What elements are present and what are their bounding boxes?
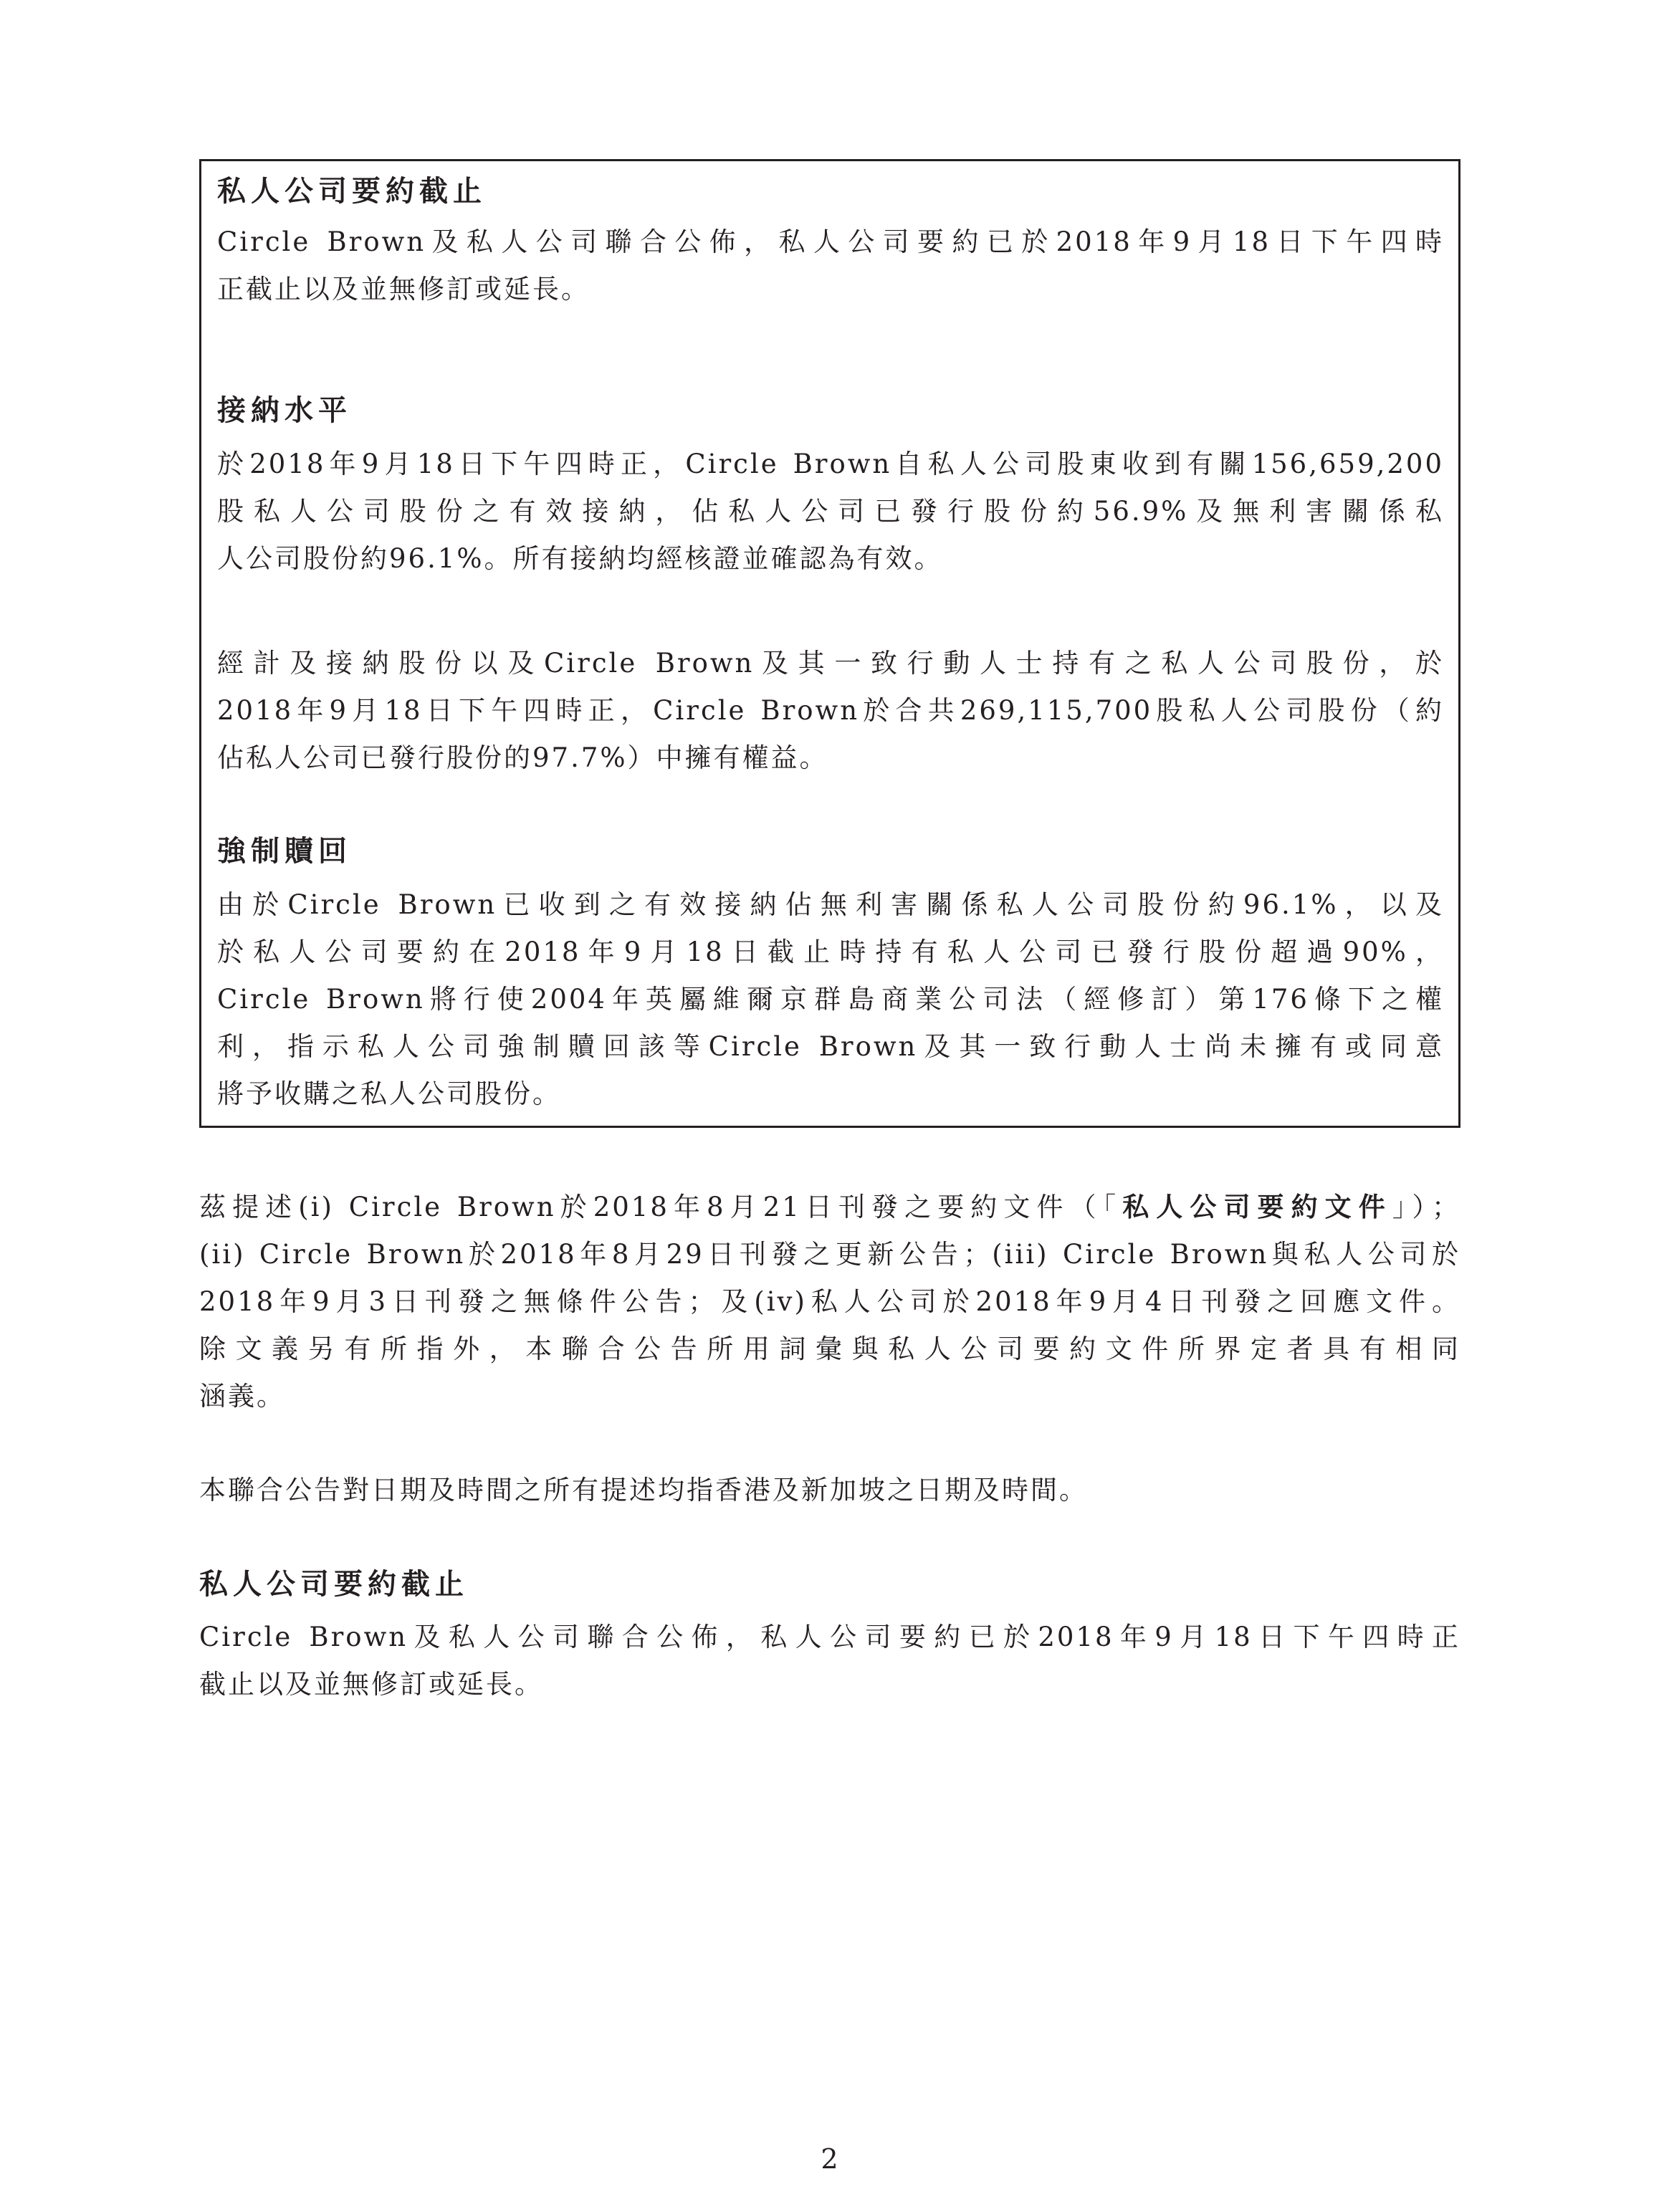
acceptance-paragraph-1 — [217, 441, 1444, 583]
reference-text: 」）； — [1392, 1192, 1461, 1222]
text-line: 2018年9月18日下午四時正，Circle Brown於合共269,115,700股私人公司股份（約 — [217, 695, 1444, 726]
compulsory-redemption-paragraph — [217, 881, 1444, 1118]
defined-term: 私人公司要約文件 — [1122, 1192, 1392, 1222]
text-line: 由於Circle Brown已收到之有效接納佔無利害關係私人公司股份約96.1%，以及 — [217, 889, 1444, 920]
time-note-paragraph — [199, 1467, 1460, 1514]
section-heading-offer-closing: 私人公司要約截止 — [217, 175, 487, 208]
text-line: Circle Brown及私人公司聯合公佈，私人公司要約已於2018年9月18日下午四時正 — [199, 1622, 1460, 1652]
text-line: 除文義另有所指外，本聯合公告所用詞彙與私人公司要約文件所界定者具有相同 — [199, 1334, 1460, 1364]
text-line: 本聯合公告對日期及時間之所有提述均指香港及新加坡之日期及時間。 — [199, 1475, 1088, 1505]
reference-text: 茲提述(i) Circle Brown於2018年8月21日刊發之要約文件（「 — [199, 1192, 1123, 1222]
references-paragraph — [199, 1184, 1460, 1420]
text-line: (ii) Circle Brown於2018年8月29日刊發之更新公告；(iii) Circle Brown與私人公司於 — [199, 1239, 1460, 1270]
page-number: 2 — [821, 2143, 838, 2175]
offer-closing-paragraph — [217, 219, 1444, 313]
closing-paragraph — [199, 1614, 1460, 1708]
acceptance-paragraph-2 — [217, 640, 1444, 782]
text-line: 經計及接納股份以及Circle Brown及其一致行動人士持有之私人公司股份，於 — [217, 648, 1444, 679]
text-line: Circle Brown將行使2004年英屬維爾京群島商業公司法（經修訂）第176條下之權 — [217, 984, 1444, 1015]
text-line: 人公司股份約96.1%。所有接納均經核證並確認為有效。 — [217, 543, 943, 574]
text-line: 將予收購之私人公司股份。 — [217, 1078, 561, 1109]
text-line: 2018年9月3日刊發之無條件公告；及(iv)私人公司於2018年9月4日刊發之回應文件。 — [199, 1286, 1460, 1317]
text-line: 股私人公司股份之有效接納，佔私人公司已發行股份約56.9%及無利害關係私 — [217, 496, 1444, 527]
text-line: 涵義。 — [199, 1381, 285, 1412]
text-line: 佔私人公司已發行股份的97.7%）中擁有權益。 — [217, 742, 828, 773]
closing-heading: 私人公司要約截止 — [199, 1568, 469, 1601]
text-line: 利，指示私人公司強制贖回該等Circle Brown及其一致行動人士尚未擁有或同意 — [217, 1031, 1444, 1062]
text-line: Circle Brown及私人公司聯合公佈，私人公司要約已於2018年9月18日下午四時 — [217, 226, 1444, 257]
text-line: 截止以及並無修訂或延長。 — [199, 1669, 543, 1700]
text-line: 於2018年9月18日下午四時正，Circle Brown自私人公司股東收到有關156,659,200 — [217, 449, 1444, 479]
section-heading-compulsory-redemption: 強制贖回 — [217, 835, 352, 868]
section-heading-acceptance-level: 接納水平 — [217, 394, 352, 427]
text-line: 於私人公司要約在2018年9月18日截止時持有私人公司已發行股份超過90%， — [217, 937, 1444, 967]
text-line: 正截止以及並無修訂或延長。 — [217, 274, 590, 305]
text-line — [199, 1184, 1460, 1231]
announcement-box — [199, 159, 1460, 1128]
